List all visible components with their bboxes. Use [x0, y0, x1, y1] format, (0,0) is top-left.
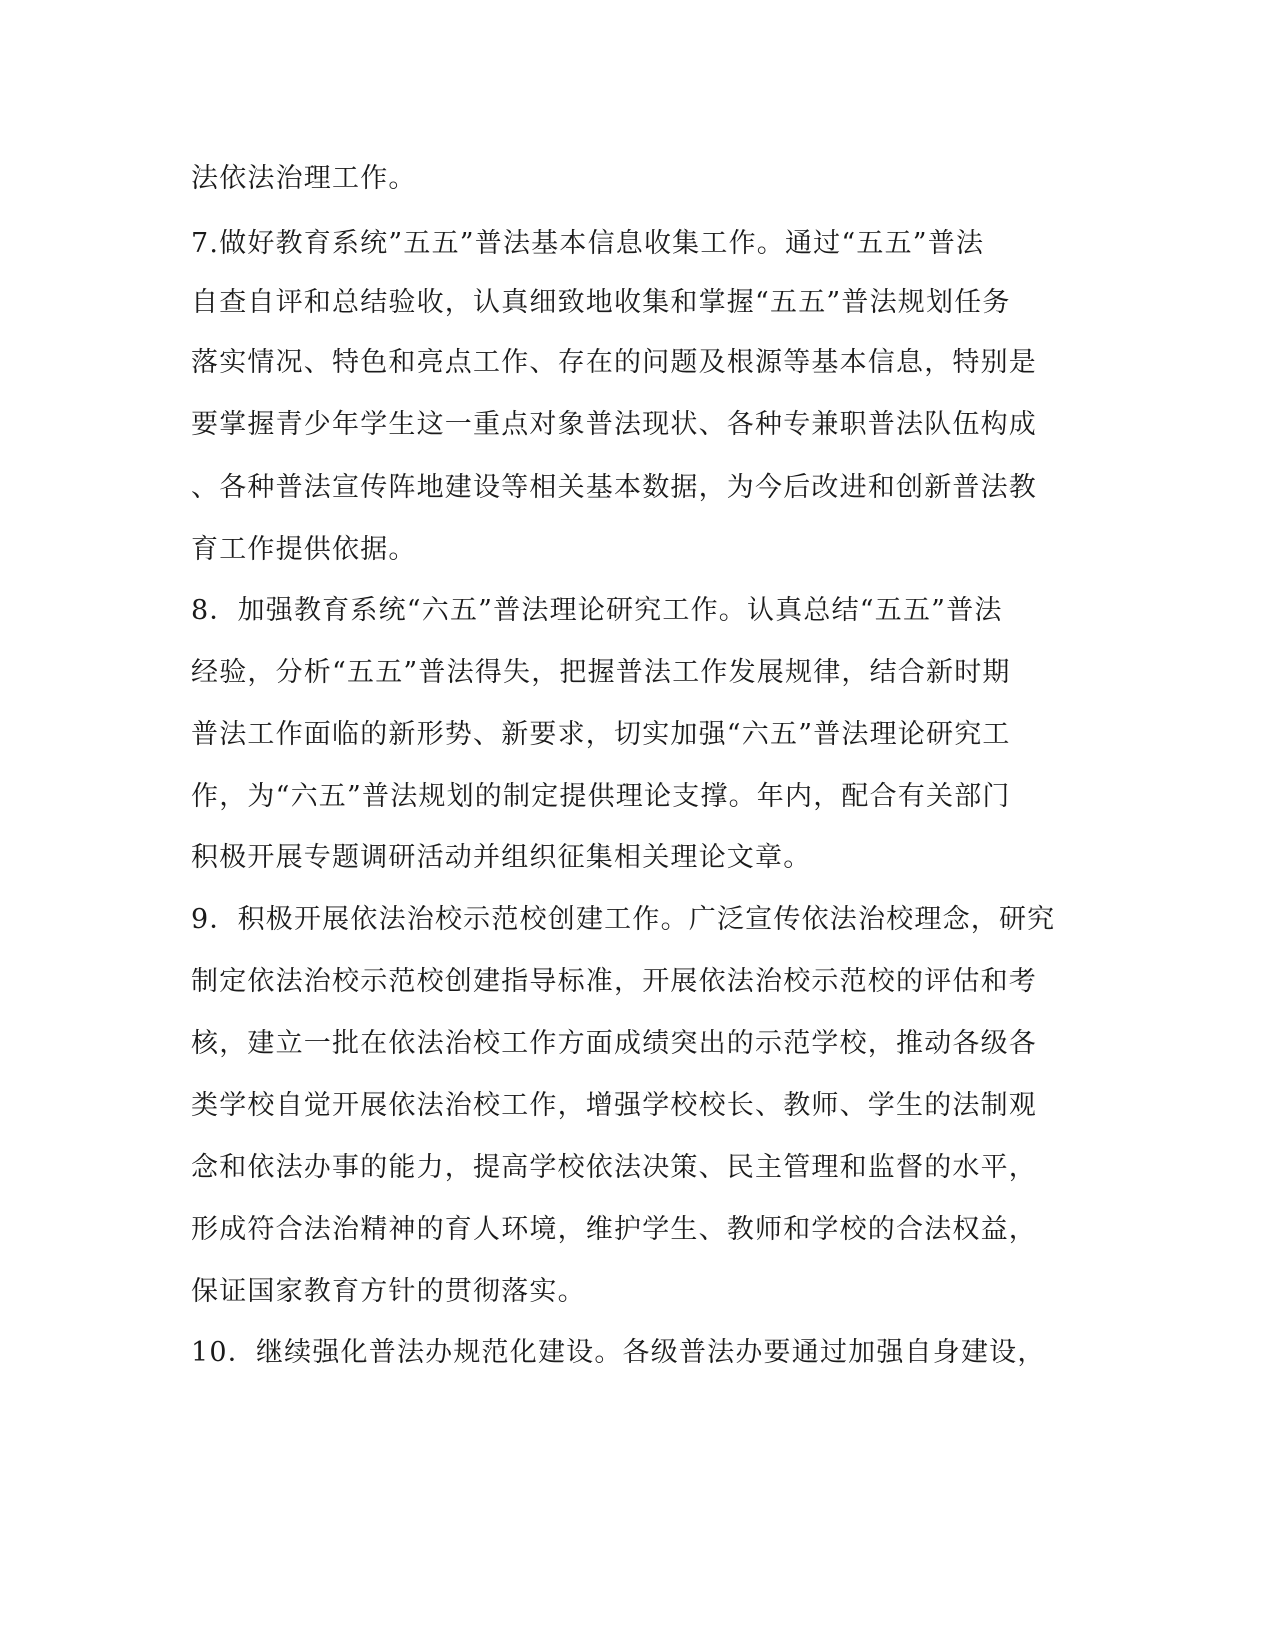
- text-line-8: 8．加强教育系统“六五”普法理论研究工作。认真总结“五五”普法: [191, 595, 1003, 626]
- text-line-14: 制定依法治校示范校创建指导标准，开展依法治校示范校的评估和考: [191, 966, 1037, 997]
- text-line-11: 作，为“六五”普法规划的制定提供理论支撑。年内，配合有关部门: [191, 781, 1011, 812]
- text-line-13: 9．积极开展依法治校示范校创建工作。广泛宣传依法治校理念，研究: [191, 904, 1056, 935]
- text-line-2: 7.做好教育系统”五五”普法基本信息收集工作。通过“五五”普法: [191, 228, 985, 259]
- text-line-19: 保证国家教育方针的贯彻落实。: [191, 1276, 586, 1307]
- text-line-5: 要掌握青少年学生这一重点对象普法现状、各种专兼职普法队伍构成: [191, 409, 1037, 440]
- text-line-4: 落实情况、特色和亮点工作、存在的问题及根源等基本信息，特别是: [191, 347, 1037, 378]
- text-line-1: 法依法治理工作。: [191, 163, 417, 194]
- text-line-16: 类学校自觉开展依法治校工作，增强学校校长、教师、学生的法制观: [191, 1090, 1037, 1121]
- text-line-18: 形成符合法治精神的育人环境，维护学生、教师和学校的合法权益，: [191, 1214, 1037, 1245]
- text-line-17: 念和依法办事的能力，提高学校依法决策、民主管理和监督的水平，: [191, 1152, 1037, 1183]
- text-line-10: 普法工作面临的新形势、新要求，切实加强“六五”普法理论研究工: [191, 719, 1011, 750]
- text-line-15: 核，建立一批在依法治校工作方面成绩突出的示范学校，推动各级各: [191, 1028, 1037, 1059]
- text-line-20: 10．继续强化普法办规范化建设。各级普法办要通过加强自身建设，: [191, 1337, 1046, 1368]
- text-line-3: 自查自评和总结验收，认真细致地收集和掌握“五五”普法规划任务: [191, 287, 1011, 318]
- text-line-6: 、各种普法宣传阵地建设等相关基本数据，为今后改进和创新普法教: [191, 472, 1037, 503]
- text-line-12: 积极开展专题调研活动并组织征集相关理论文章。: [191, 842, 812, 873]
- text-line-7: 育工作提供依据。: [191, 534, 417, 565]
- text-line-9: 经验，分析“五五”普法得失，把握普法工作发展规律，结合新时期: [191, 657, 1011, 688]
